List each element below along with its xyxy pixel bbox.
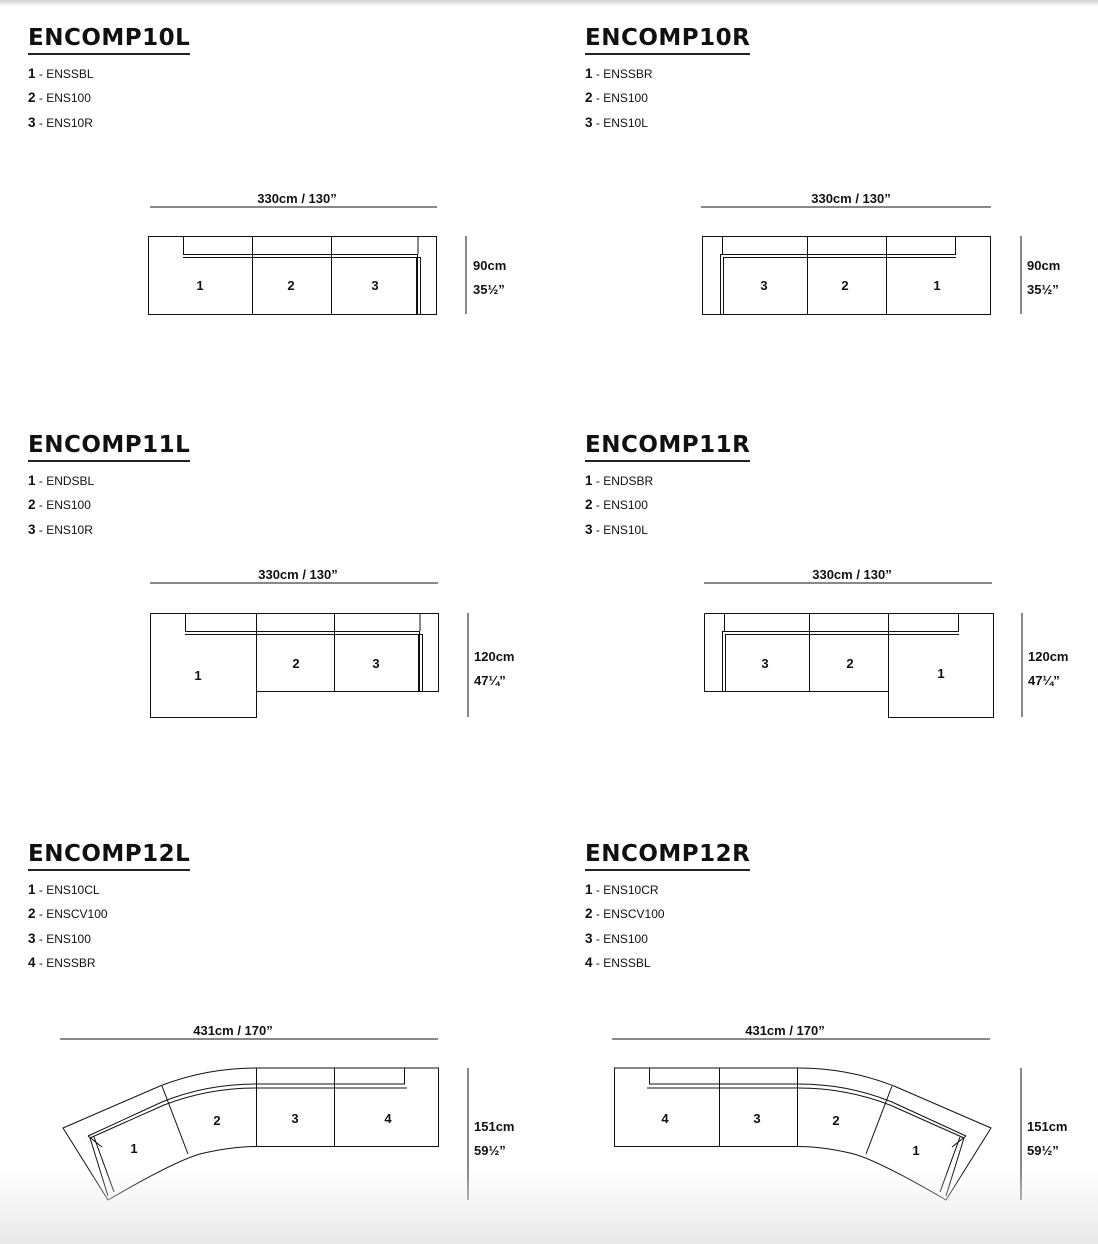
armrest-line xyxy=(88,1136,102,1147)
seat-divider xyxy=(866,1086,892,1154)
seat-number: 3 xyxy=(371,278,379,293)
depth-cm-label: 90cm xyxy=(473,258,507,273)
depth-in-label: 59½” xyxy=(474,1143,506,1158)
depth-in-label: 47¼” xyxy=(474,673,506,688)
depth-cm-label: 120cm xyxy=(1028,649,1069,664)
seat-number: 1 xyxy=(937,666,945,681)
seat-number: 1 xyxy=(912,1143,920,1158)
depth-in-label: 47¼” xyxy=(1028,673,1060,688)
seat-number: 3 xyxy=(753,1111,761,1126)
width-label: 330cm / 130” xyxy=(258,567,338,582)
depth-cm-label: 151cm xyxy=(474,1119,515,1134)
seat-number: 4 xyxy=(661,1111,669,1126)
bottom-edge-shadow xyxy=(0,1170,1098,1244)
composition-encomp11r xyxy=(585,431,1098,731)
backrest-inner-line xyxy=(183,258,421,315)
depth-in-label: 35½” xyxy=(1027,282,1059,297)
seat-number: 1 xyxy=(933,278,941,293)
depth-cm-label: 120cm xyxy=(474,649,515,664)
composition-title: ENCOMP10L xyxy=(28,24,190,55)
list-item: 2 - ENS100 xyxy=(585,497,648,513)
seat-number: 3 xyxy=(372,656,380,671)
seat-number: 1 xyxy=(130,1141,138,1156)
composition-encomp10l xyxy=(28,24,568,324)
list-item: 1 - ENSSBR xyxy=(585,66,653,81)
depth-cm-label: 90cm xyxy=(1027,258,1061,273)
seat-number: 2 xyxy=(292,656,300,671)
list-item: 3 - ENS100 xyxy=(28,930,91,946)
width-label: 431cm / 170” xyxy=(193,1023,273,1038)
list-item: 4 - ENSSBR xyxy=(28,954,96,970)
seat-number: 3 xyxy=(760,278,768,293)
seat-number: 2 xyxy=(841,278,849,293)
seat-number: 3 xyxy=(761,656,769,671)
backrest-inner-line xyxy=(721,255,957,315)
seat-number: 2 xyxy=(846,656,854,671)
list-item: 3 - ENS100 xyxy=(585,930,648,946)
composition-encomp12r xyxy=(585,840,1098,1210)
composition-title: ENCOMP12L xyxy=(28,840,190,871)
backrest-inner-line xyxy=(88,1068,405,1136)
list-item: 3 - ENS10R xyxy=(28,114,93,130)
depth-in-label: 35½” xyxy=(473,282,505,297)
composition-title: ENCOMP11R xyxy=(585,431,750,462)
list-item: 2 - ENS100 xyxy=(28,90,91,106)
list-item: 1 - ENDSBL xyxy=(28,473,95,488)
backrest-inner-line xyxy=(185,635,423,692)
width-label: 330cm / 130” xyxy=(811,191,891,206)
list-item: 1 - ENS10CR xyxy=(585,882,659,897)
backrest-inner-line xyxy=(724,258,957,315)
seat-number: 1 xyxy=(196,278,204,293)
width-label: 330cm / 130” xyxy=(812,567,892,582)
seat-divider xyxy=(162,1086,188,1154)
sofa-outline xyxy=(149,237,437,315)
list-item: 2 - ENSCV100 xyxy=(585,906,665,922)
list-item: 1 - ENDSBR xyxy=(585,473,654,488)
list-item: 2 - ENSCV100 xyxy=(28,906,108,922)
list-item: 4 - ENSSBL xyxy=(585,954,651,970)
composition-title: ENCOMP10R xyxy=(585,24,750,55)
composition-encomp10r xyxy=(585,24,1098,324)
depth-cm-label: 151cm xyxy=(1027,1119,1068,1134)
seat-number: 3 xyxy=(291,1111,299,1126)
seat-number: 2 xyxy=(832,1113,840,1128)
list-item: 1 - ENS10CL xyxy=(28,882,100,897)
sofa-plan-diagram xyxy=(28,840,568,1210)
backrest-inner-line xyxy=(185,632,420,692)
sofa-plan-diagram xyxy=(585,840,1085,1210)
sofa-plan-diagram xyxy=(28,431,568,731)
sofa-plan-diagram xyxy=(585,431,1085,731)
list-item: 3 - ENS10R xyxy=(28,521,93,537)
composition-title: ENCOMP12R xyxy=(585,840,750,871)
composition-encomp12l xyxy=(28,840,568,1210)
composition-title: ENCOMP11L xyxy=(28,431,190,462)
seat-number: 2 xyxy=(287,278,295,293)
seat-number: 4 xyxy=(384,1111,392,1126)
composition-encomp11l xyxy=(28,431,568,731)
backrest-inner-line xyxy=(183,255,418,315)
list-item: 2 - ENS100 xyxy=(585,90,648,106)
list-item: 1 - ENSSBL xyxy=(28,66,94,81)
width-label: 330cm / 130” xyxy=(257,191,337,206)
backrest-inner-line xyxy=(650,1068,967,1136)
top-edge-shadow xyxy=(0,0,1098,6)
sofa-plan-diagram xyxy=(585,24,1085,324)
sofa-plan-diagram xyxy=(28,24,568,324)
list-item: 3 - ENS10L xyxy=(585,521,648,537)
armrest-line xyxy=(952,1136,966,1147)
seat-number: 2 xyxy=(213,1113,221,1128)
seat-number: 1 xyxy=(194,668,202,683)
list-item: 2 - ENS100 xyxy=(28,497,91,513)
list-item: 3 - ENS10L xyxy=(585,114,648,130)
sofa-outline xyxy=(703,237,991,315)
width-label: 431cm / 170” xyxy=(745,1023,825,1038)
depth-in-label: 59½” xyxy=(1027,1143,1059,1158)
backrest-inner-line xyxy=(723,632,960,692)
